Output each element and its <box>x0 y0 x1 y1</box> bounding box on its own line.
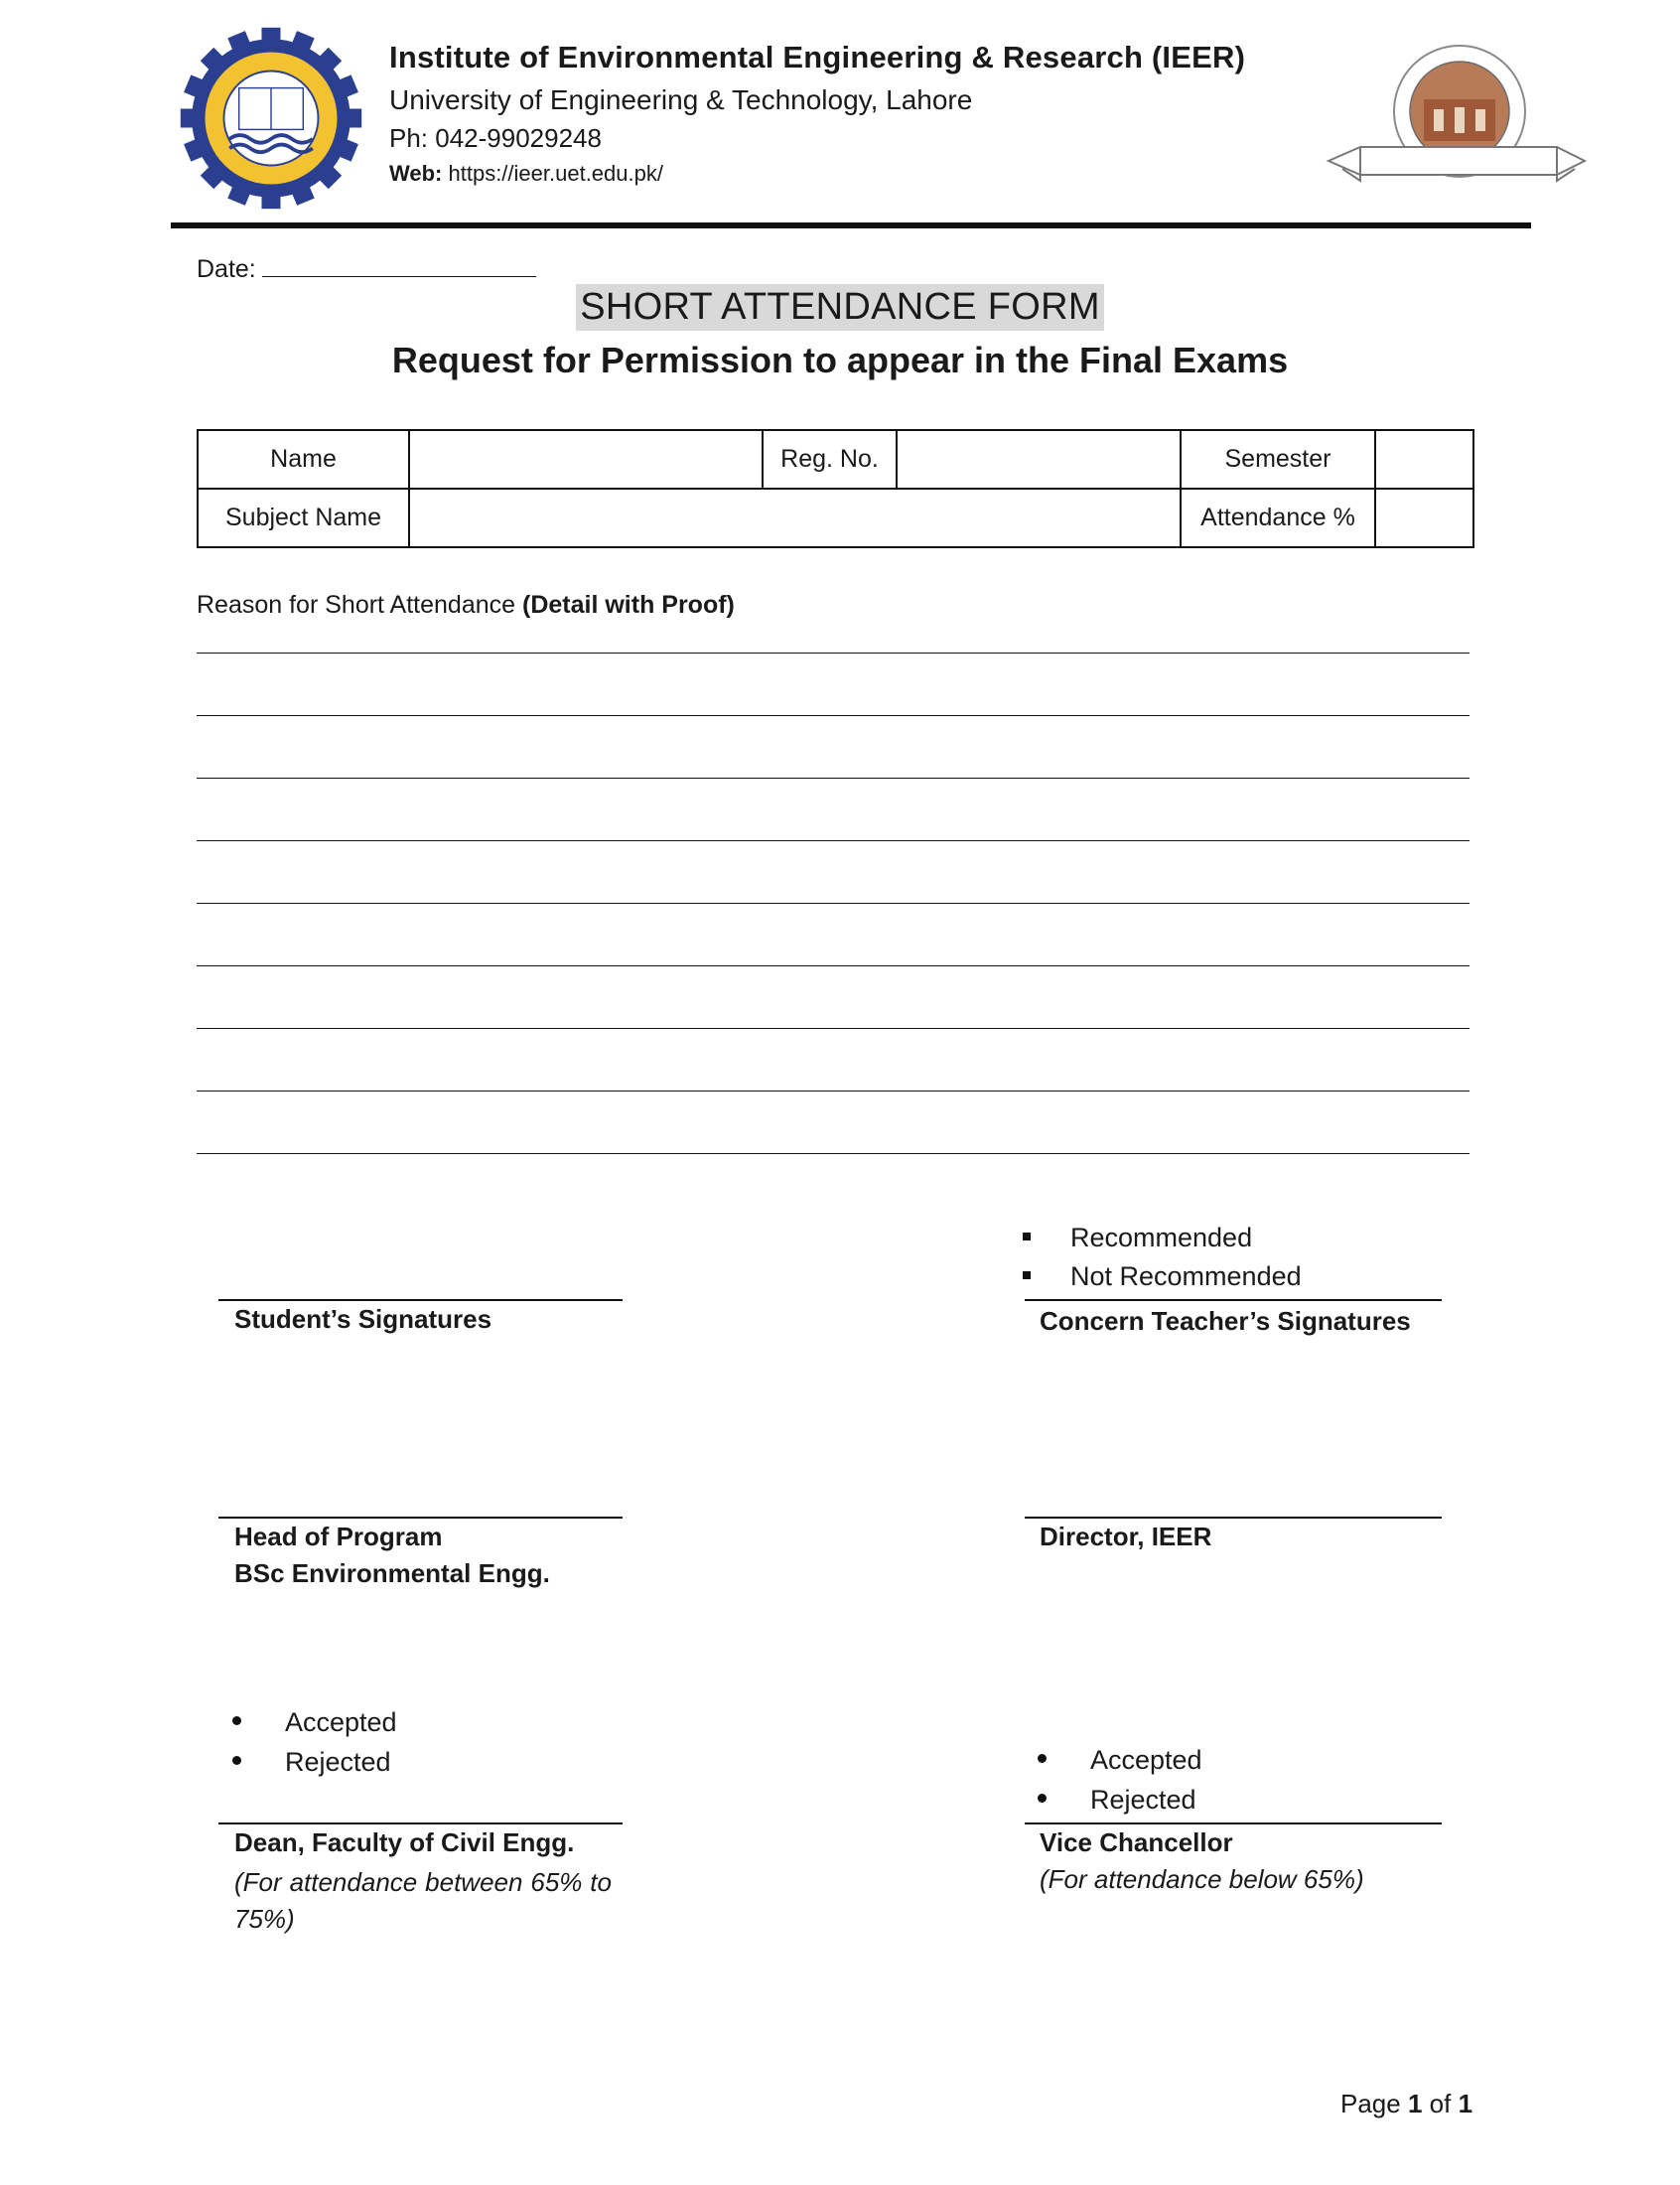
semester-field[interactable] <box>1375 430 1473 489</box>
option-label: Accepted <box>1090 1745 1202 1775</box>
dean-title: Dean, Faculty of Civil Engg. <box>234 1827 575 1857</box>
name-field[interactable] <box>409 430 763 489</box>
reason-line[interactable] <box>197 1028 1470 1029</box>
option-not-recommended[interactable] <box>1023 1261 1302 1292</box>
hop-program: BSc Environmental Engg. <box>234 1558 550 1588</box>
vc-option-accepted[interactable] <box>1038 1745 1202 1776</box>
vc-title: Vice Chancellor <box>1040 1827 1233 1857</box>
institute-name: Institute of Environmental Engineering & Research (IEER) <box>389 40 1246 74</box>
form-title-wrap <box>0 284 1680 331</box>
option-label: Rejected <box>285 1747 391 1777</box>
phone-number: Ph: 042-99029248 <box>389 123 602 153</box>
bullet-icon <box>232 1756 241 1765</box>
hop-signature-line[interactable] <box>218 1517 623 1519</box>
page-number <box>1340 2089 1472 2119</box>
website <box>389 161 663 187</box>
reason-line[interactable] <box>197 715 1470 716</box>
uet-logo <box>177 24 365 213</box>
student-signature-line[interactable] <box>218 1299 623 1301</box>
page-of: of <box>1429 2089 1452 2118</box>
date-input-line[interactable] <box>262 250 536 277</box>
website-url[interactable]: https://ieer.uet.edu.pk/ <box>448 161 663 186</box>
date-label: Date: <box>197 255 256 283</box>
option-label: Recommended <box>1070 1223 1253 1252</box>
reason-line[interactable] <box>197 840 1470 841</box>
option-recommended[interactable] <box>1023 1223 1252 1253</box>
hop-title: Head of Program <box>234 1522 443 1551</box>
table-row <box>198 489 1473 547</box>
subject-name-field[interactable] <box>409 489 1181 547</box>
centenary-logo <box>1321 40 1589 199</box>
form-subtitle: Request for Permission to appear in the Final Exams <box>391 340 1289 380</box>
teacher-signature-label: Concern Teacher’s Signatures <box>1040 1306 1411 1336</box>
student-info-table <box>197 429 1474 548</box>
reason-text: Reason for Short Attendance <box>197 591 516 619</box>
attendance-field[interactable] <box>1375 489 1473 547</box>
reason-note: (Detail with Proof) <box>522 591 735 619</box>
dean-option-rejected[interactable] <box>232 1747 391 1778</box>
option-label: Rejected <box>1090 1785 1196 1815</box>
table-row <box>198 430 1473 489</box>
reason-line[interactable] <box>197 778 1470 779</box>
reason-line[interactable] <box>197 1153 1470 1154</box>
attendance-label: Attendance % <box>1181 489 1375 547</box>
subject-name-label: Subject Name <box>198 489 409 547</box>
director-title: Director, IEER <box>1040 1522 1212 1551</box>
dean-signature-line[interactable] <box>218 1822 623 1824</box>
semester-label: Semester <box>1181 430 1375 489</box>
reason-label <box>197 591 735 620</box>
vc-signature-line[interactable] <box>1025 1822 1442 1824</box>
website-label: Web: <box>389 161 443 186</box>
teacher-signature-line[interactable] <box>1025 1299 1442 1301</box>
reason-line[interactable] <box>197 1091 1470 1092</box>
university-name: University of Engineering & Technology, Lahore <box>389 84 973 115</box>
option-label: Not Recommended <box>1070 1261 1302 1291</box>
dean-note: (For attendance between 65% to 75%) <box>234 1867 612 1934</box>
name-label: Name <box>198 430 409 489</box>
director-signature-line[interactable] <box>1025 1517 1442 1519</box>
bullet-icon <box>232 1716 241 1725</box>
reason-line[interactable] <box>197 653 1470 654</box>
form-title: SHORT ATTENDANCE FORM <box>576 284 1104 331</box>
reason-line[interactable] <box>197 903 1470 904</box>
square-bullet-icon <box>1023 1271 1031 1279</box>
reg-no-label: Reg. No. <box>763 430 897 489</box>
vc-option-rejected[interactable] <box>1038 1785 1196 1816</box>
reg-no-field[interactable] <box>897 430 1181 489</box>
bullet-icon <box>1038 1754 1047 1763</box>
date-field <box>197 250 536 284</box>
page-total: 1 <box>1458 2089 1473 2118</box>
vc-note: (For attendance below 65%) <box>1040 1864 1364 1894</box>
bullet-icon <box>1038 1794 1047 1803</box>
option-label: Accepted <box>285 1707 397 1737</box>
square-bullet-icon <box>1023 1233 1031 1240</box>
header-divider <box>171 222 1531 228</box>
dean-option-accepted[interactable] <box>232 1707 397 1738</box>
page-current: 1 <box>1407 2089 1423 2118</box>
page-label: Page <box>1340 2089 1401 2118</box>
reason-line[interactable] <box>197 965 1470 966</box>
student-signature-label: Student’s Signatures <box>234 1304 492 1334</box>
